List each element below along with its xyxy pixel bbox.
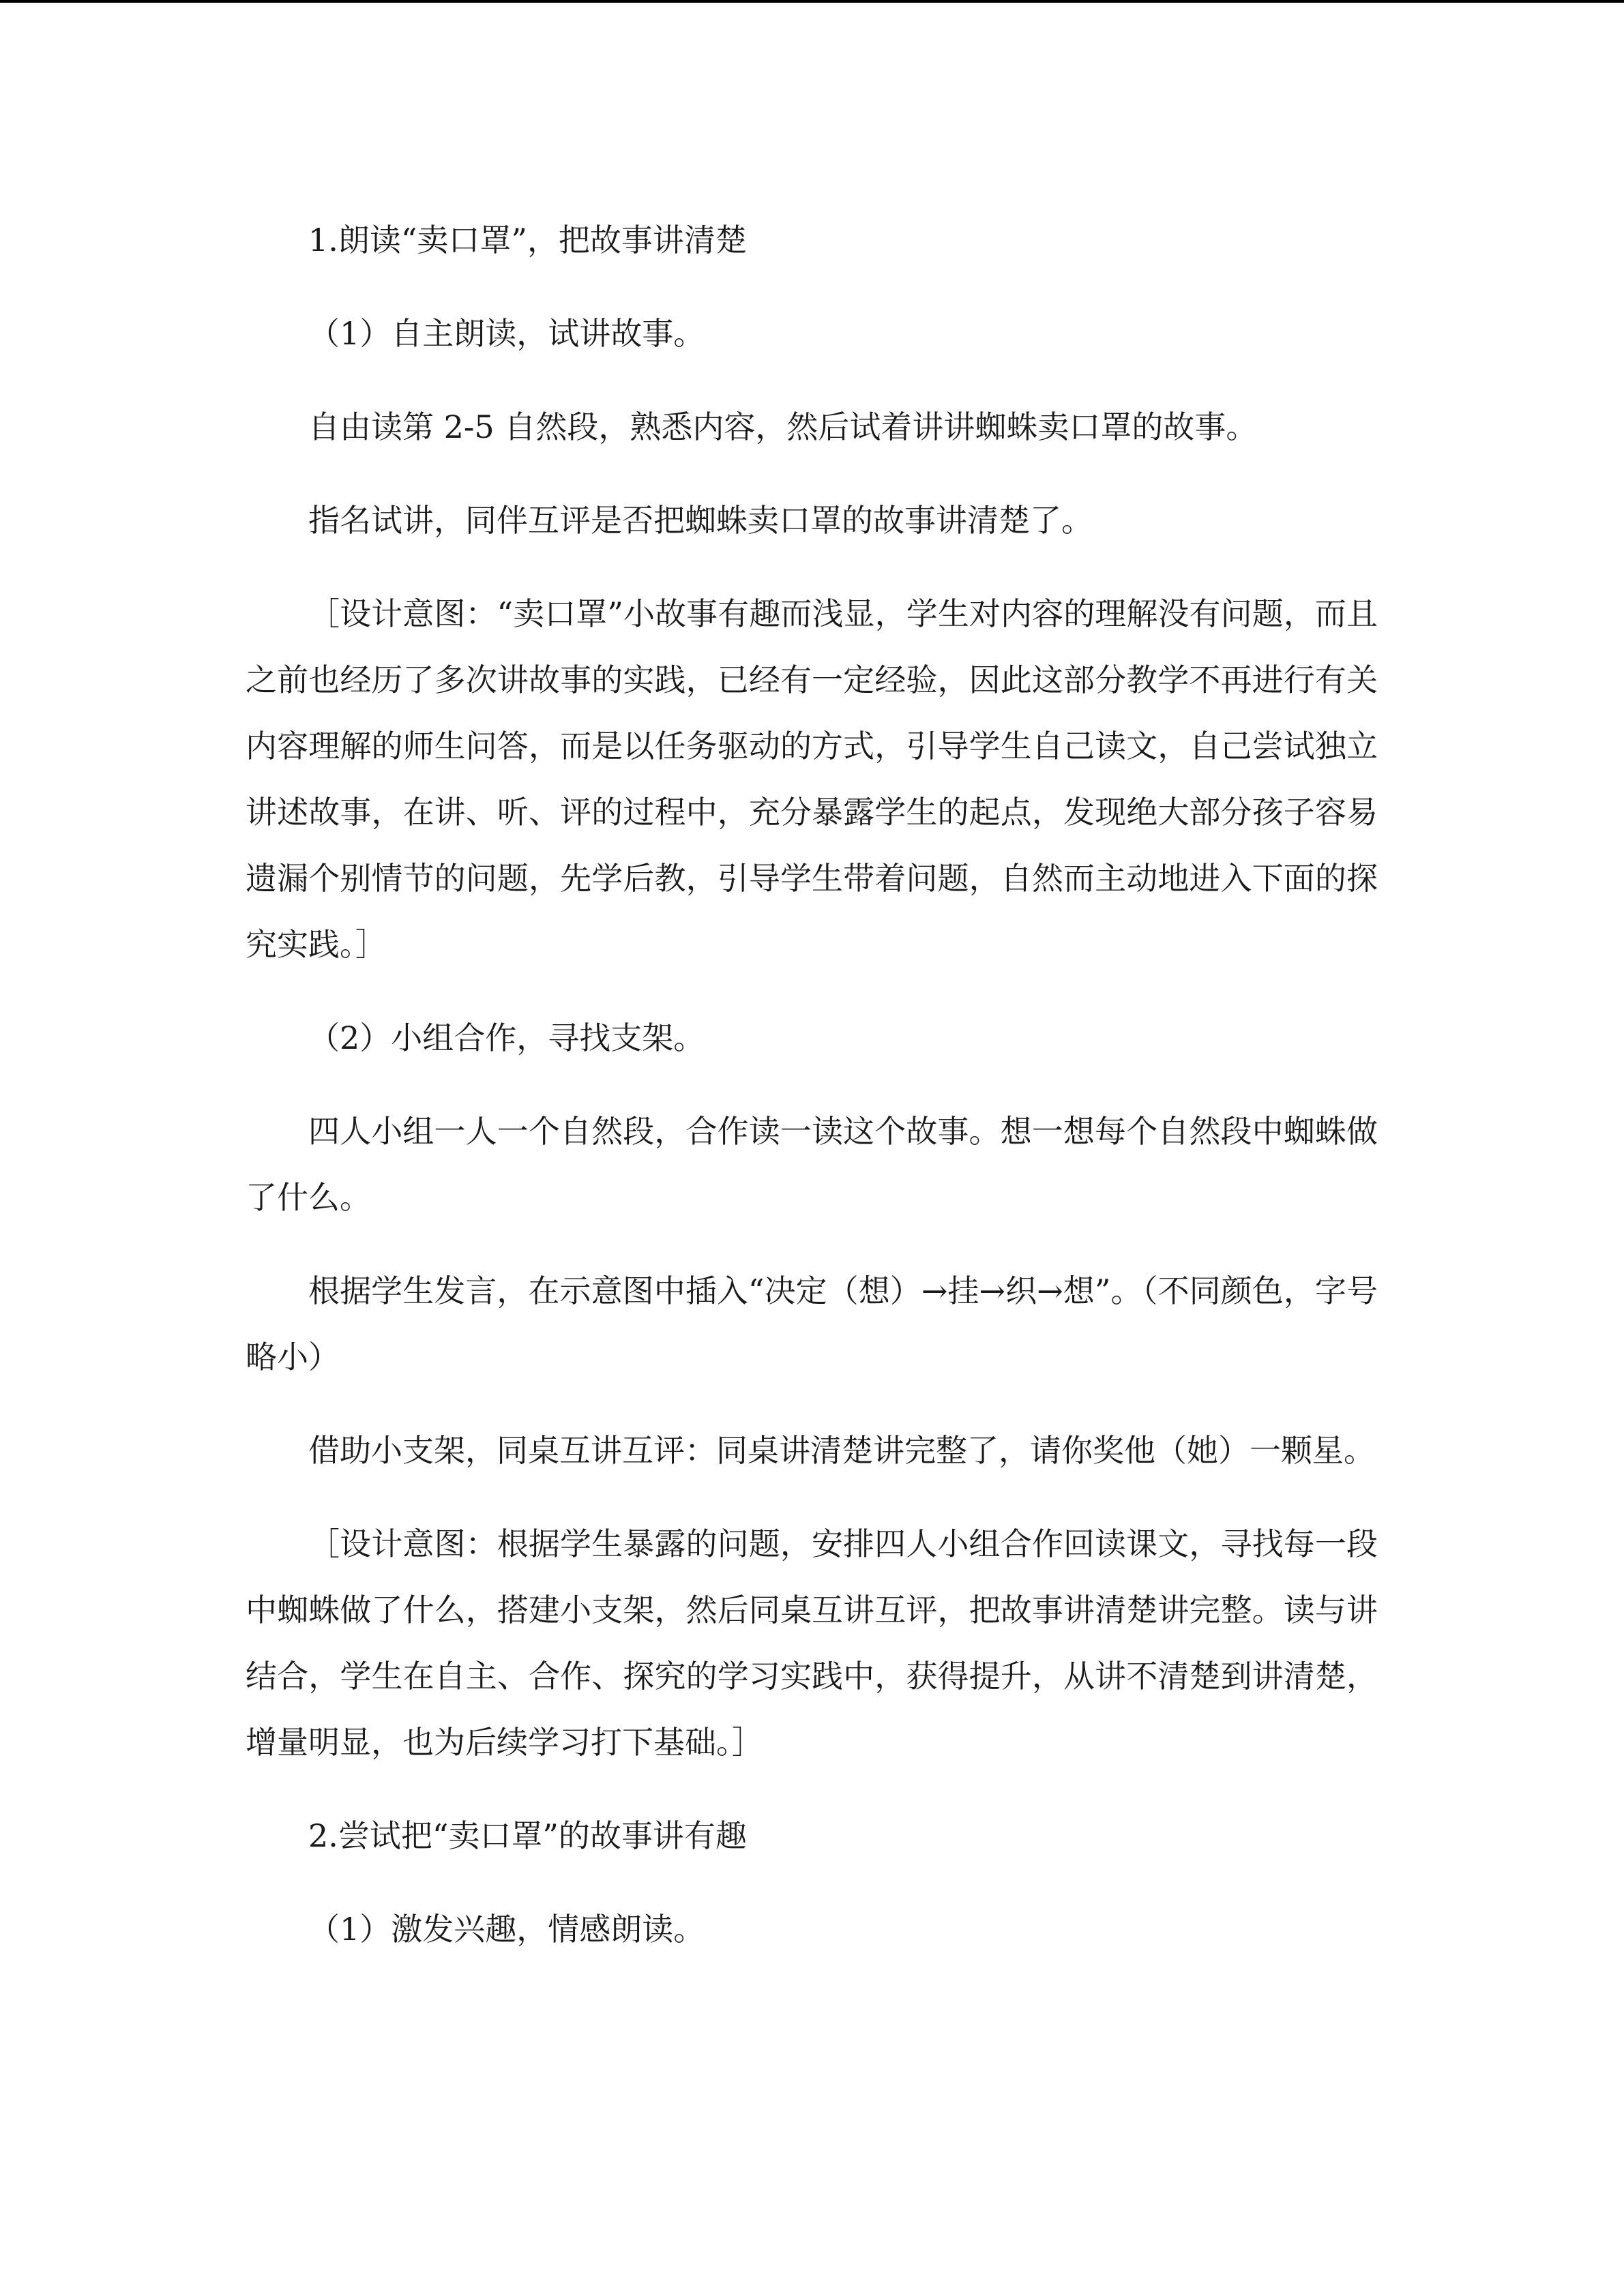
section-1-step-1-design-intent: ［设计意图：“卖口罩”小故事有趣而浅显，学生对内容的理解没有问题，而且之前也经历了多次讲故事的实践，已经有一定经验，因此这部分教学不再进行有关内容理解的师生问答，而是以任务驱动的方式，引导学生自己读文，自己尝试独立讲述故事，在讲、听、评的过程中，充分暴露学生的起点，发现绝大部分孩子容易遗漏个别情节的问题，先学后教，引导学生带着问题，自然而主动地进入下面的探究实践。］ bbox=[246, 595, 1378, 963]
section-2-step-1-title: （1）激发兴趣，情感朗读。 bbox=[308, 1911, 705, 1948]
section-1-step-2-paragraph-1: 四人小组一人一个自然段，合作读一读这个故事。想一想每个自然段中蜘蛛做了什么。 bbox=[246, 1113, 1378, 1216]
section-1-step-1-paragraph-2: 指名试讲，同伴互评是否把蜘蛛卖口罩的故事讲清楚了。 bbox=[308, 502, 1093, 539]
section-1-heading: 1.朗读“卖口罩”，把故事讲清楚 bbox=[308, 222, 747, 258]
document-body bbox=[246, 207, 1378, 1990]
section-1-step-2-title: （2）小组合作，寻找支架。 bbox=[308, 1019, 705, 1056]
section-1-step-2-paragraph-3: 借助小支架，同桌互讲互评：同桌讲清楚讲完整了，请你奖他（她）一颗星。 bbox=[308, 1432, 1375, 1469]
section-1-step-2-design-intent: ［设计意图：根据学生暴露的问题，安排四人小组合作回读课文，寻找每一段中蜘蛛做了什么，搭建小支架，然后同桌互讲互评，把故事讲清楚讲完整。读与讲结合，学生在自主、合作、探究的学习实践中，获得提升，从讲不清楚到讲清楚，增量明显，也为后续学习打下基础。］ bbox=[246, 1525, 1378, 1761]
section-1-step-1-paragraph-1: 自由读第 2-5 自然段，熟悉内容，然后试着讲讲蜘蛛卖口罩的故事。 bbox=[308, 408, 1258, 445]
section-1-step-2-paragraph-2: 根据学生发言，在示意图中插入“决定（想）→挂→织→想”。（不同颜色，字号略小） bbox=[246, 1272, 1378, 1375]
section-1-step-1-title: （1）自主朗读，试讲故事。 bbox=[308, 315, 705, 352]
section-2-heading: 2.尝试把“卖口罩”的故事讲有趣 bbox=[308, 1817, 747, 1854]
